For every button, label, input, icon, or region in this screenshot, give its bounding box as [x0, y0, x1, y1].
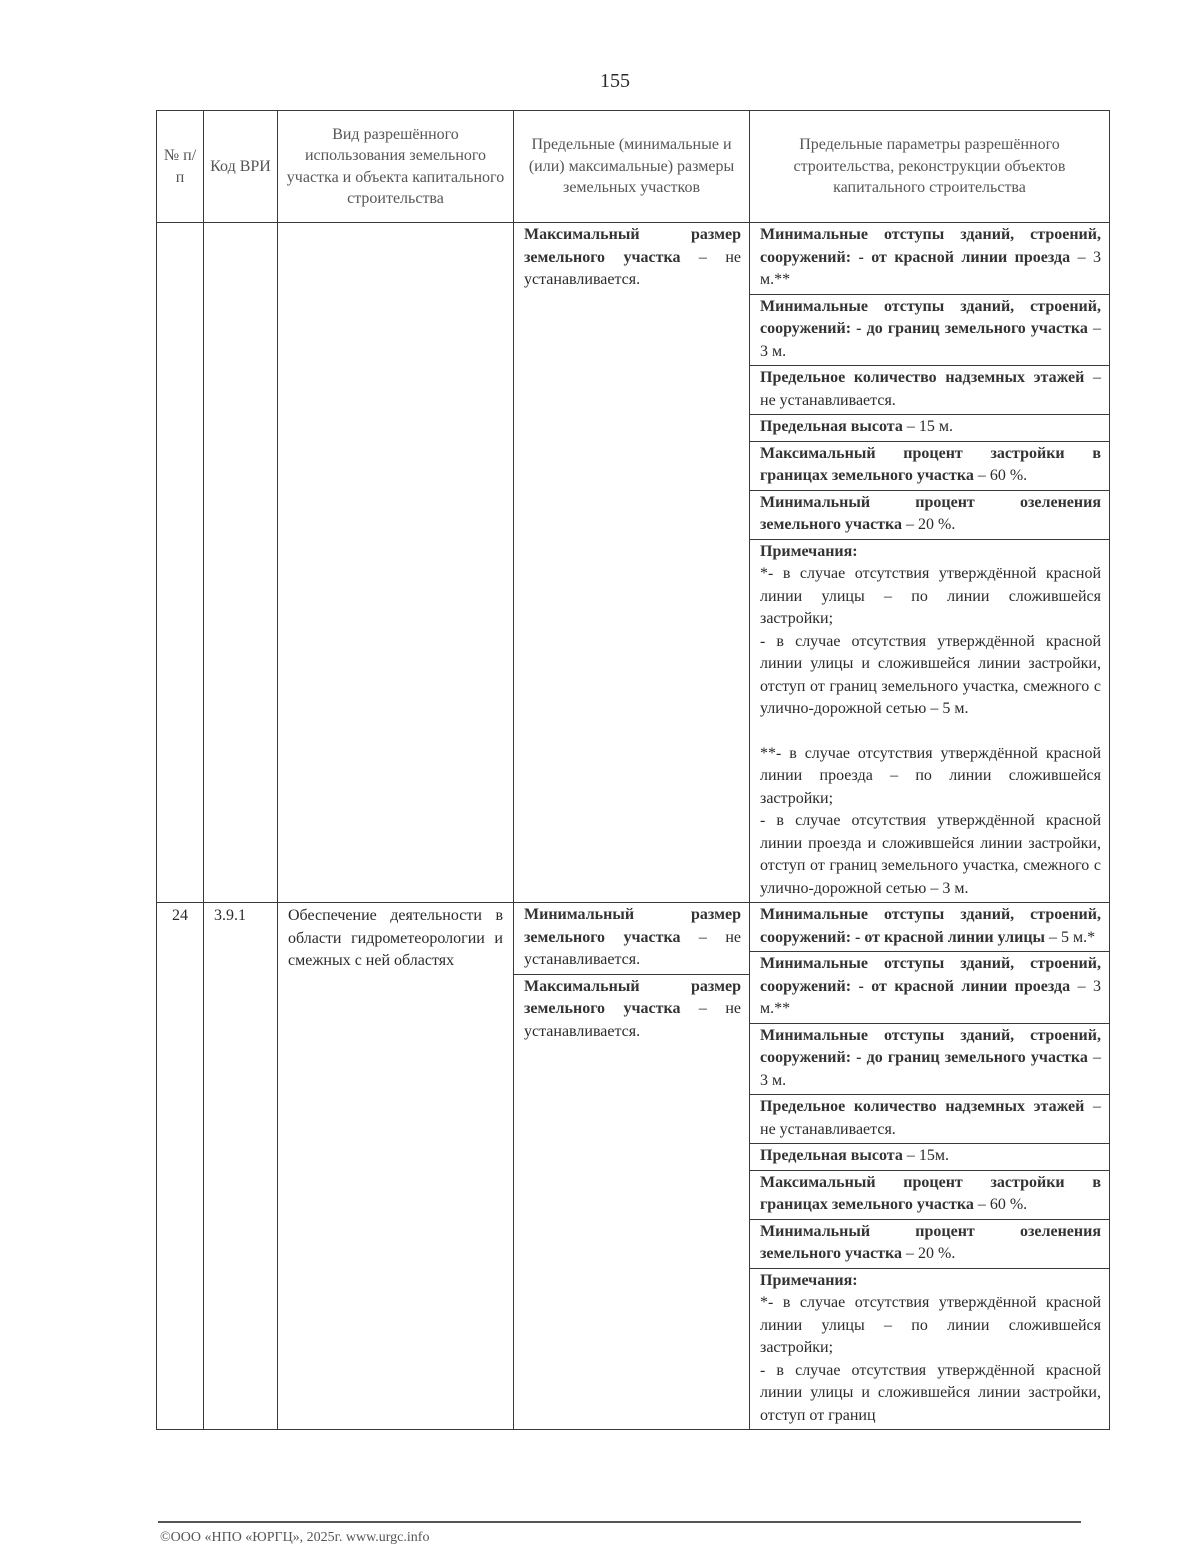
param-item: Минимальные отступы зданий, строений, сооружений: - до границ земельного участка – 3 м. — [750, 294, 1109, 366]
header-size: Предельные (минимальные и (или) максимальные) размеры земельных участков — [514, 111, 750, 223]
row-sizes — [514, 903, 750, 1430]
header-code: Код ВРИ — [204, 111, 278, 223]
note-item: - в случае отсутствия утверждённой красной линии улицы и сложившейся линии застройки, отступ от границ — [760, 1361, 1101, 1424]
notes-title: Примечания: — [760, 1271, 858, 1289]
row-params — [750, 903, 1110, 1430]
row-number: 24 — [157, 903, 204, 1430]
header-params: Предельные параметры разрешённого строительства, реконструкции объектов капитального строительства — [750, 111, 1110, 223]
row-code — [204, 223, 278, 903]
param-item: Максимальный процент застройки в границах земельного участка – 60 %. — [750, 441, 1109, 490]
note-item: *- в случае отсутствия утверждённой красной линии улицы – по линии сложившейся застройки; — [760, 1294, 1101, 1356]
param-item: Минимальный процент озеленения земельного участка – 20 %. — [750, 1219, 1109, 1268]
row-code: 3.9.1 — [204, 903, 278, 1430]
param-item: Минимальные отступы зданий, строений, сооружений: - до границ земельного участка – 3 м. — [750, 1023, 1109, 1095]
table-header-row — [157, 111, 1110, 223]
param-item: Минимальный процент озеленения земельного участка – 20 %. — [750, 490, 1109, 539]
footer-divider — [158, 1521, 1081, 1523]
table-row — [157, 223, 1110, 903]
param-item: Минимальные отступы зданий, строений, сооружений: - от красной линии улицы – 5 м.* — [760, 906, 1101, 946]
param-item: Предельное количество надземных этажей – не устанавливается. — [750, 1094, 1109, 1143]
footer-copyright: ©ООО «НПО «ЮРГЦ», 2025г. www.urgc.info — [160, 1530, 430, 1545]
param-item: Предельная высота – 15м. — [750, 1143, 1109, 1170]
table-row — [157, 903, 1110, 1430]
param-item: Максимальный процент застройки в границах земельного участка – 60 %. — [750, 1170, 1109, 1219]
note-item: - в случае отсутствия утверждённой красной линии проезда и сложившейся линии застройки, отступ от границ земельного участка, смежного с улично-дорожной сетью – 3 м. — [760, 812, 1101, 897]
row-sizes — [514, 223, 750, 903]
header-use: Вид разрешённого использования земельного участка и объекта капитального строительства — [278, 111, 514, 223]
note-item: - в случае отсутствия утверждённой красной линии улицы и сложившейся линии застройки, отступ от границ земельного участка, смежного с улично-дорожной сетью – 5 м. — [760, 632, 1101, 717]
header-num: № п/п — [157, 111, 204, 223]
notes-block — [750, 539, 1109, 903]
param-item: Предельное количество надземных этажей – не устанавливается. — [750, 365, 1109, 414]
param-item: Минимальные отступы зданий, строений, сооружений: - от красной линии проезда – 3 м.** — [750, 951, 1109, 1023]
param-item: Минимальные отступы зданий, строений, сооружений: - от красной линии проезда – 3 м.** — [760, 226, 1101, 288]
row-number — [157, 223, 204, 903]
notes-block — [750, 1268, 1109, 1430]
size-item: Минимальный размер земельного участка – не устанавливается. — [524, 906, 741, 968]
notes-title: Примечания: — [760, 542, 858, 560]
size-item: Максимальный размер земельного участка – не устанавливается. — [524, 226, 741, 288]
note-item: *- в случае отсутствия утверждённой красной линии улицы – по линии сложившейся застройки; — [760, 565, 1101, 627]
note-item: **- в случае отсутствия утверждённой красной линии проезда – по линии сложившейся застройки; — [760, 744, 1101, 807]
row-use: Обеспечение деятельности в области гидрометеорологии и смежных с ней областях — [278, 903, 514, 1430]
regulations-table — [156, 110, 1110, 1430]
note-spacer — [760, 721, 1101, 743]
row-use — [278, 223, 514, 903]
page-number: 155 — [600, 70, 630, 92]
row-params — [750, 223, 1110, 903]
size-item: Максимальный размер земельного участка – не устанавливается. — [514, 974, 749, 1046]
param-item: Предельная высота – 15 м. — [750, 414, 1109, 441]
